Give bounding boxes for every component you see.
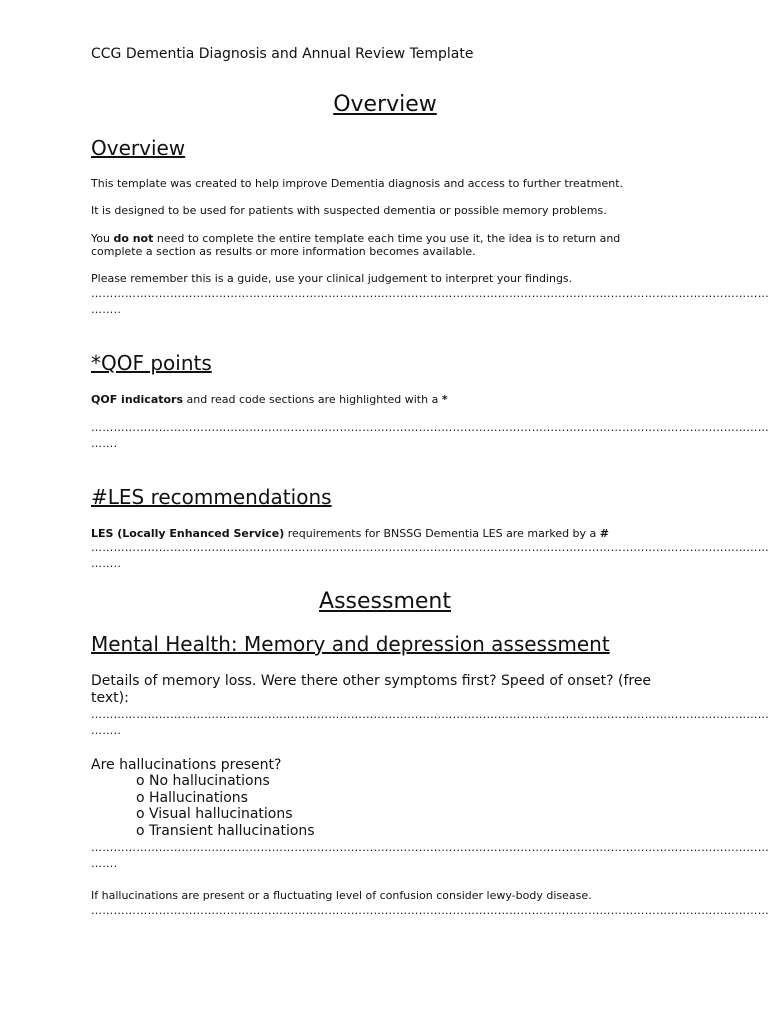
separator-line: ……………………………………………………………………………………………………………………………………………………………… (91, 541, 769, 554)
memory-question: Details of memory loss. Were there other symptoms first? Speed of onset? (free text): (91, 673, 652, 706)
separator-line: ……………………………………………………………………………………………………………………………………………………………… (91, 421, 769, 434)
qof-text: and read code sections are highlighted with a (183, 393, 442, 406)
option-transient-hallucinations[interactable]: o Transient hallucinations (136, 823, 315, 839)
overview-main-heading: Overview (333, 92, 437, 117)
separator-tail: …….. (91, 557, 122, 570)
les-paragraph (91, 527, 675, 540)
les-emphasis: LES (Locally Enhanced Service) (91, 527, 285, 540)
para3-text-a: You (91, 232, 114, 245)
hallucination-question: Are hallucinations present? (91, 757, 282, 773)
separator-tail: ……. (91, 437, 118, 450)
para3-emphasis: do not (113, 232, 154, 245)
document-header: CCG Dementia Diagnosis and Annual Review Template (91, 46, 474, 62)
overview-paragraph-1: This template was created to help improve Dementia diagnosis and access to further treatment. (91, 177, 624, 190)
les-marker: # (599, 527, 610, 540)
overview-paragraph-3 (91, 232, 675, 258)
overview-paragraph-2: It is designed to be used for patients with suspected dementia or possible memory problems. (91, 204, 607, 217)
mental-health-heading: Mental Health: Memory and depression assessment (91, 632, 610, 656)
option-hallucinations[interactable]: o Hallucinations (136, 790, 248, 806)
separator-line: ……………………………………………………………………………………………………………………………………………………………… (91, 287, 769, 300)
separator-line: ……………………………………………………………………………………………………………………………………………………………… (91, 841, 769, 854)
separator-tail: ……. (91, 857, 118, 870)
option-no-hallucinations[interactable]: o No hallucinations (136, 773, 270, 789)
qof-emphasis: QOF indicators (91, 393, 184, 406)
separator-line: ……………………………………………………………………………………………………………………………………………………………… (91, 904, 769, 917)
separator-tail: …….. (91, 303, 122, 316)
overview-section-heading: Overview (91, 136, 186, 160)
separator-line: ……………………………………………………………………………………………………………………………………………………………… (91, 708, 769, 721)
separator-tail: …….. (91, 724, 122, 737)
les-heading: #LES recommendations (91, 485, 332, 509)
qof-marker: * (441, 393, 448, 406)
les-text: requirements for BNSSG Dementia LES are marked by a (284, 527, 600, 540)
assessment-main-heading: Assessment (319, 589, 451, 614)
para3-text-b: need to complete the entire template each time you use it, the idea is to return and complete a section as results or more information becomes available. (91, 232, 621, 258)
qof-heading: *QOF points (91, 351, 212, 375)
qof-paragraph (91, 393, 675, 406)
lewy-body-note: If hallucinations are present or a fluctuating level of confusion consider lewy-body disease. (91, 889, 592, 902)
option-visual-hallucinations[interactable]: o Visual hallucinations (136, 806, 293, 822)
overview-paragraph-4: Please remember this is a guide, use your clinical judgement to interpret your findings. (91, 272, 573, 285)
